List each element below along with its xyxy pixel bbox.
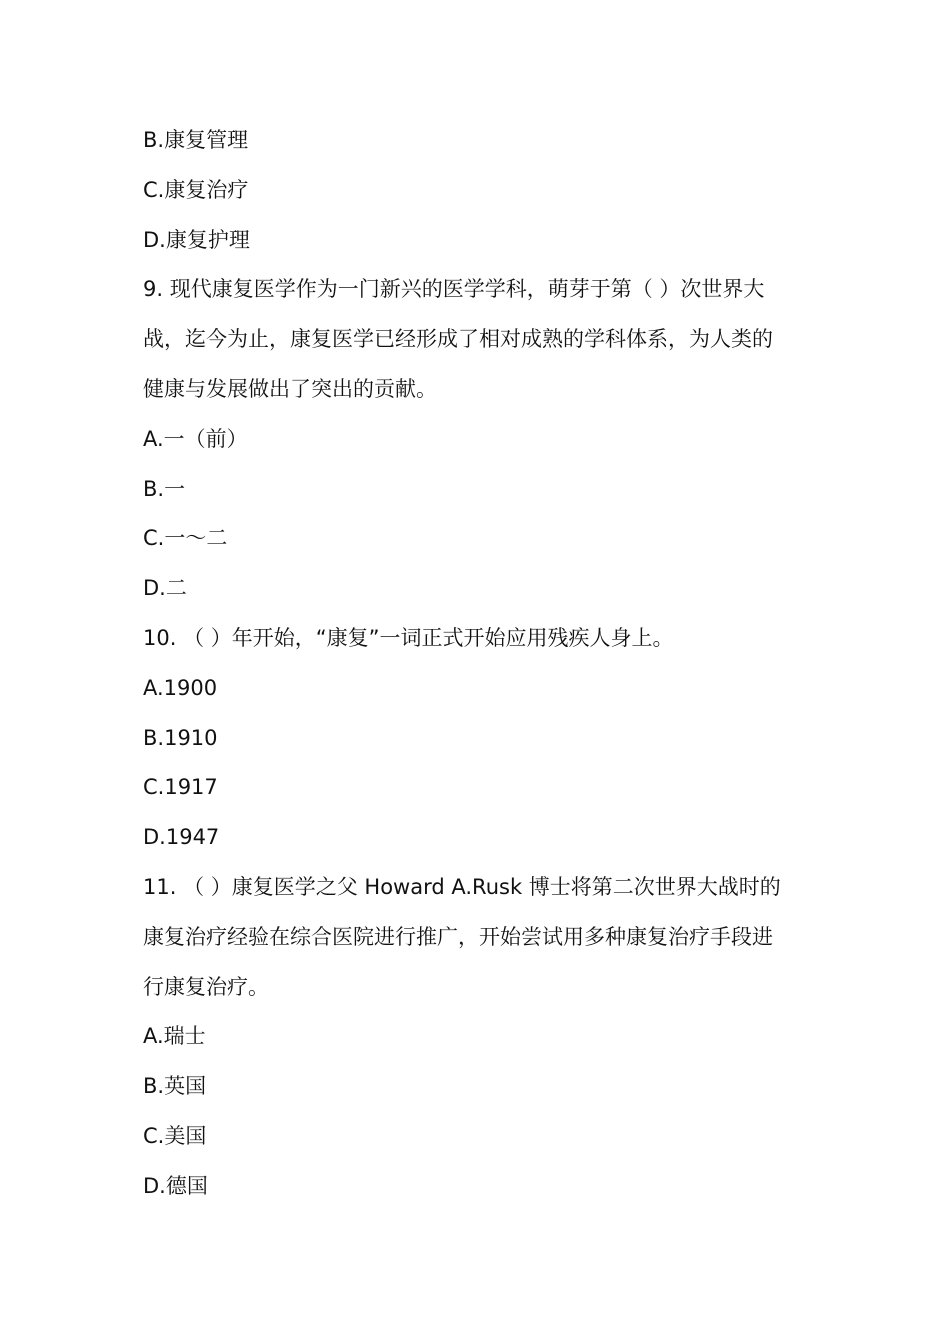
question-11 — [143, 863, 813, 1212]
option-c: C.1917 — [143, 775, 218, 800]
question-11-text-line-2: 康复治疗经验在综合医院进行推广，开始尝试用多种康复治疗手段进 — [143, 924, 773, 949]
question-8-options — [143, 116, 813, 265]
question-9-text-line-1: 9. 现代康复医学作为一门新兴的医学学科，萌芽于第（ ）次世界大 — [143, 277, 765, 302]
option-c: C.康复治疗 — [143, 177, 249, 202]
option-b: B.1910 — [143, 725, 218, 750]
document-page — [143, 116, 813, 1212]
question-11-text-line-3: 行康复治疗。 — [143, 974, 269, 999]
option-b: B.康复管理 — [143, 128, 249, 152]
question-9 — [143, 265, 813, 614]
option-c: C.美国 — [143, 1123, 207, 1148]
option-b: B.英国 — [143, 1074, 207, 1099]
option-d: D.1947 — [143, 825, 220, 850]
question-9-text-line-2: 战，迄今为止，康复医学已经形成了相对成熟的学科体系，为人类的 — [143, 327, 773, 352]
question-10-text-line-1: 10. （ ）年开始，“康复”一词正式开始应用残疾人身上。 — [143, 625, 674, 650]
question-11-text-line-1: 11. （ ）康复医学之父 Howard A.Rusk 博士将第二次世界大战时的 — [143, 874, 781, 899]
option-a: A.一（前） — [143, 426, 248, 451]
option-a: A.1900 — [143, 675, 218, 700]
option-c: C.一～二 — [143, 526, 228, 551]
option-d: D.康复护理 — [143, 227, 250, 252]
option-d: D.德国 — [143, 1173, 208, 1198]
option-d: D.二 — [143, 576, 187, 601]
question-9-text-line-3: 健康与发展做出了突出的贡献。 — [143, 376, 437, 401]
question-10 — [143, 614, 813, 863]
option-b: B.一 — [143, 476, 186, 501]
option-a: A.瑞士 — [143, 1024, 206, 1049]
